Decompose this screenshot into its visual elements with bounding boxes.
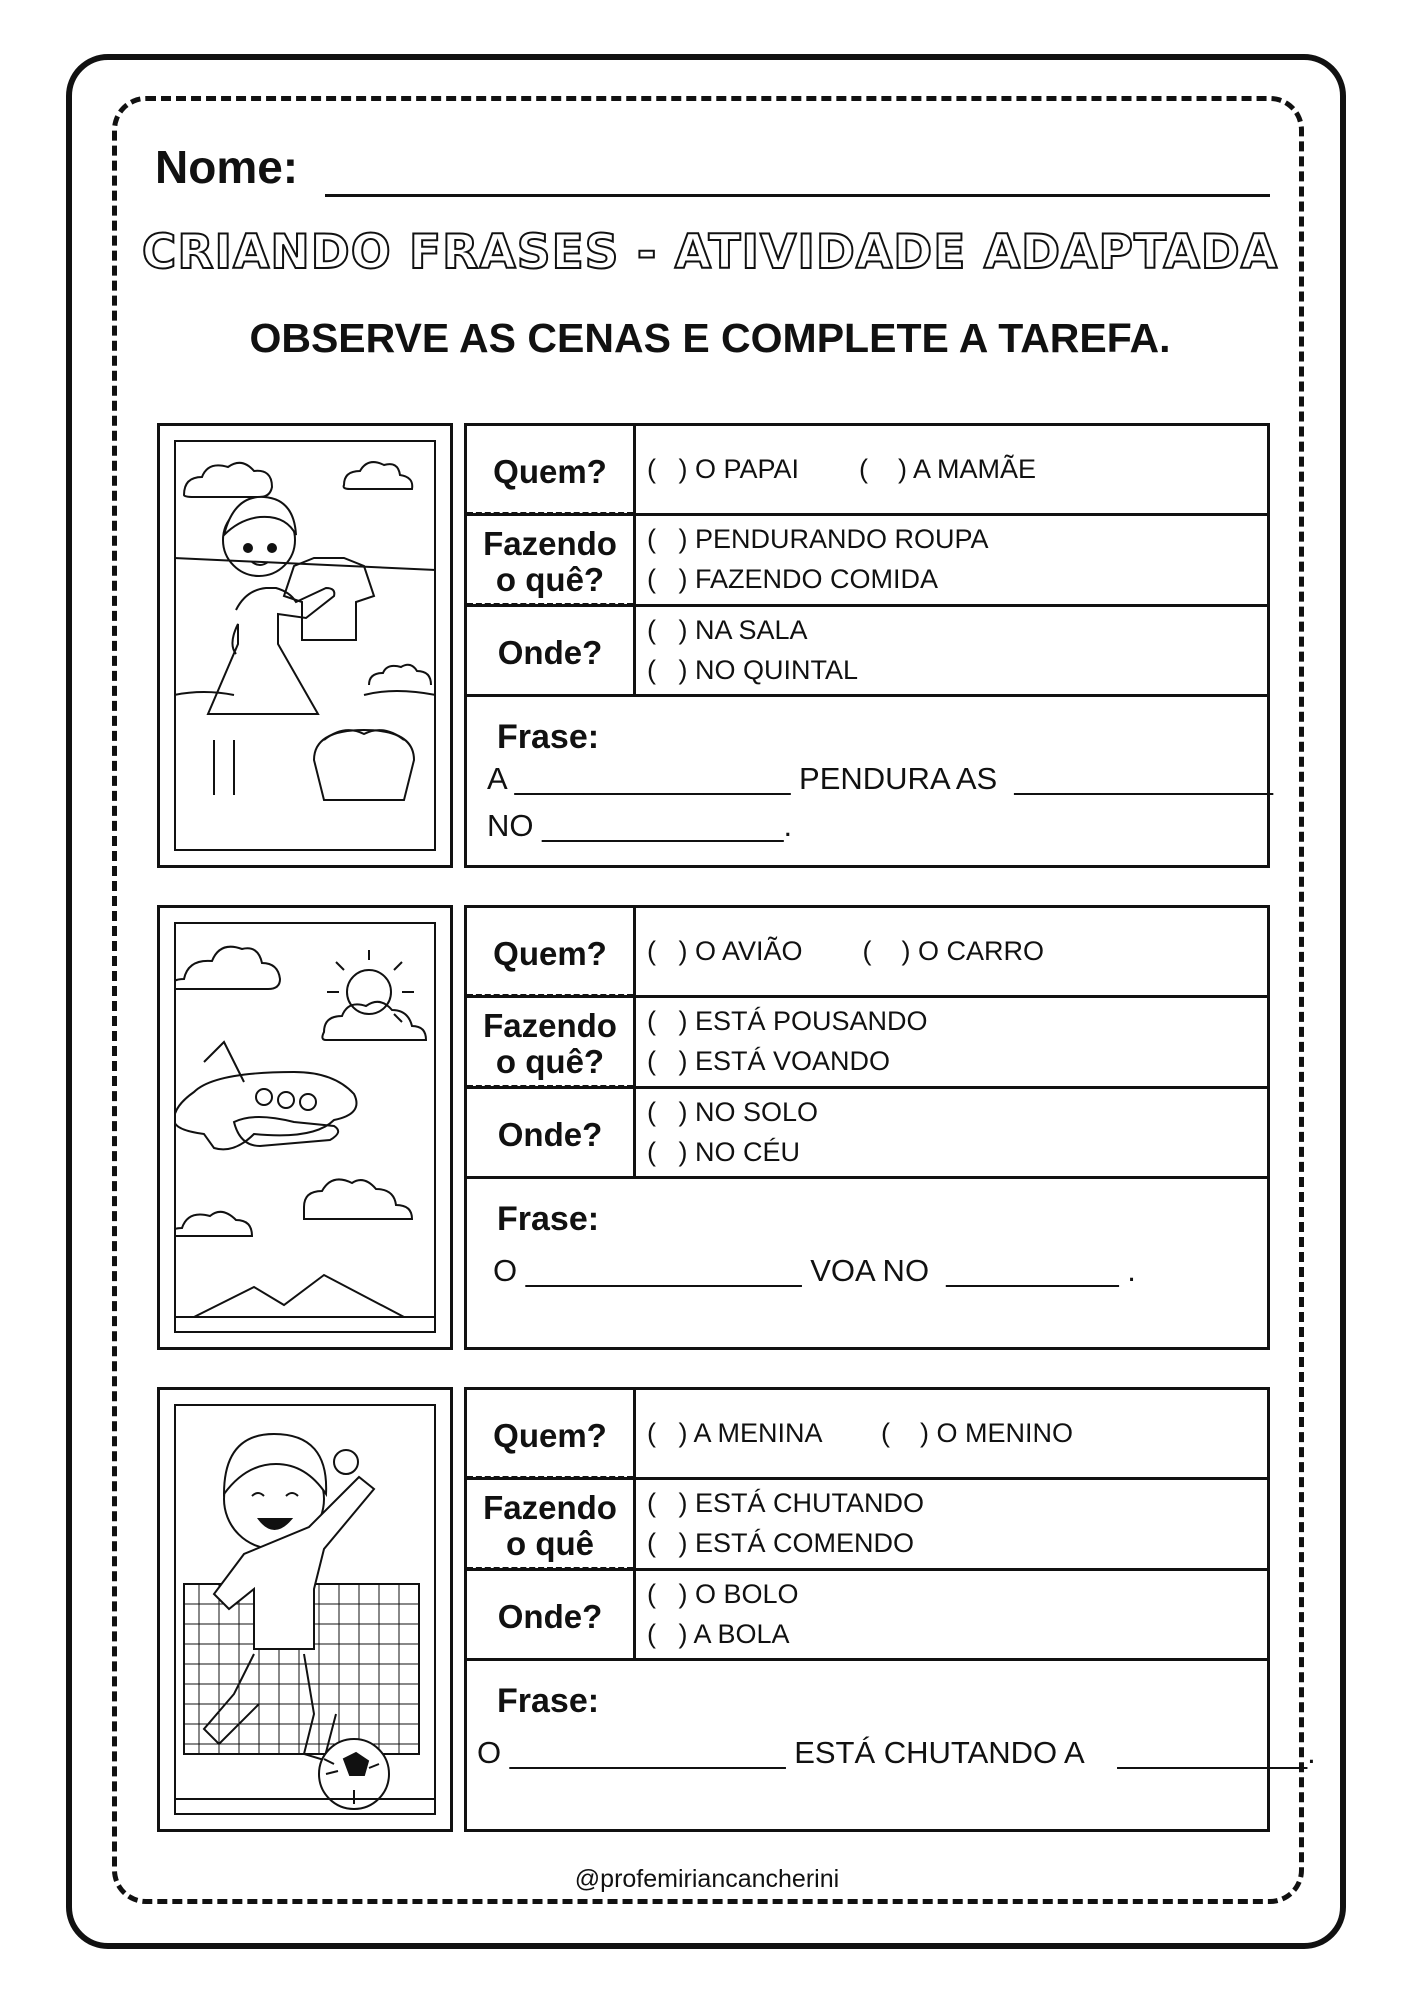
dashed-separator (467, 994, 633, 997)
frase-line-1[interactable]: O ________________ ESTÁ CHUTANDO A ___________. (477, 1735, 1316, 1770)
author-credit: @profemiriancancherini (574, 1865, 840, 1893)
frase-line-1[interactable]: O ________________ VOA NO __________ . (493, 1253, 1136, 1288)
fazendo-option-2[interactable]: ( ) ESTÁ COMENDO (647, 1528, 915, 1558)
instruction: OBSERVE AS CENAS E COMPLETE A TAREFA. (249, 315, 1171, 361)
fazendo-option-1[interactable]: ( ) ESTÁ POUSANDO (647, 1006, 928, 1036)
onde-option-2[interactable]: ( ) A BOLA (647, 1619, 790, 1649)
fazendo-option-2[interactable]: ( ) FAZENDO COMIDA (647, 564, 939, 594)
column-divider (633, 1390, 636, 1477)
activity-card-3 (464, 1387, 1316, 1832)
quem-options[interactable]: ( ) A MENINA ( ) O MENINO (647, 1418, 1074, 1448)
fazendo-option-1[interactable]: ( ) ESTÁ CHUTANDO (647, 1488, 925, 1518)
onde-label: Onde? (497, 634, 603, 671)
column-divider (633, 426, 636, 513)
fazendo-option-2[interactable]: ( ) ESTÁ VOANDO (647, 1046, 891, 1076)
dashed-separator (467, 1567, 633, 1570)
onde-option-1[interactable]: ( ) NA SALA (647, 615, 808, 645)
question-row-quem (467, 908, 1267, 998)
onde-label: Onde? (497, 1116, 603, 1153)
onde-option-2[interactable]: ( ) NO QUINTAL (647, 655, 859, 685)
name-label: Nome: (155, 141, 299, 193)
column-divider (633, 516, 636, 604)
onde-label: Onde? (497, 1598, 603, 1635)
fazendo-label-line1: Fazendo (483, 525, 617, 562)
dashed-separator (467, 603, 633, 606)
quem-label: Quem? (493, 1417, 607, 1454)
fazendo-label-line2: o quê? (495, 1043, 605, 1080)
quem-label: Quem? (493, 935, 607, 972)
frase-label: Frase: (497, 1682, 600, 1720)
question-row-fazendo (467, 998, 1267, 1089)
scene-image-airplane (157, 905, 453, 1350)
scene-image-soccer-boy (157, 1387, 453, 1832)
scene-image-laundry (157, 423, 453, 868)
name-line[interactable] (325, 194, 1270, 197)
onde-option-2[interactable]: ( ) NO CÉU (647, 1137, 800, 1167)
onde-option-1[interactable]: ( ) NO SOLO (647, 1097, 819, 1127)
frase-label: Frase: (497, 1200, 600, 1238)
dashed-separator (467, 1476, 633, 1479)
question-row-fazendo (467, 1480, 1267, 1571)
question-row-onde (467, 607, 1267, 697)
page-title: CRIANDO FRASES - ATIVIDADE ADAPTADA (141, 225, 1279, 280)
column-divider (633, 1480, 636, 1568)
quem-options[interactable]: ( ) O AVIÃO ( ) O CARRO (647, 936, 1045, 966)
fazendo-label-line2: o quê (506, 1525, 594, 1562)
fazendo-option-1[interactable]: ( ) PENDURANDO ROUPA (647, 524, 989, 554)
column-divider (633, 998, 636, 1086)
column-divider (633, 607, 636, 694)
question-row-quem (467, 1390, 1267, 1480)
dashed-separator (467, 512, 633, 515)
quem-label: Quem? (493, 453, 607, 490)
column-divider (633, 1571, 636, 1658)
frase-line-2[interactable]: NO ______________. (487, 808, 793, 843)
onde-option-1[interactable]: ( ) O BOLO (647, 1579, 799, 1609)
fazendo-label-line1: Fazendo (483, 1007, 617, 1044)
activity-card-2 (464, 905, 1270, 1350)
name-field[interactable] (155, 140, 1270, 200)
frase-line-1[interactable]: A ________________ PENDURA AS _______________ (487, 761, 1274, 796)
question-row-onde (467, 1089, 1267, 1179)
question-row-fazendo (467, 516, 1267, 607)
frase-label: Frase: (497, 718, 600, 756)
question-row-onde (467, 1571, 1267, 1661)
quem-options[interactable]: ( ) O PAPAI ( ) A MAMÃE (647, 454, 1037, 484)
activity-card-1 (464, 423, 1274, 868)
column-divider (633, 908, 636, 995)
fazendo-label-line2: o quê? (495, 561, 605, 598)
dashed-separator (467, 1085, 633, 1088)
fazendo-label-line1: Fazendo (483, 1489, 617, 1526)
question-row-quem (467, 426, 1267, 516)
column-divider (633, 1089, 636, 1176)
